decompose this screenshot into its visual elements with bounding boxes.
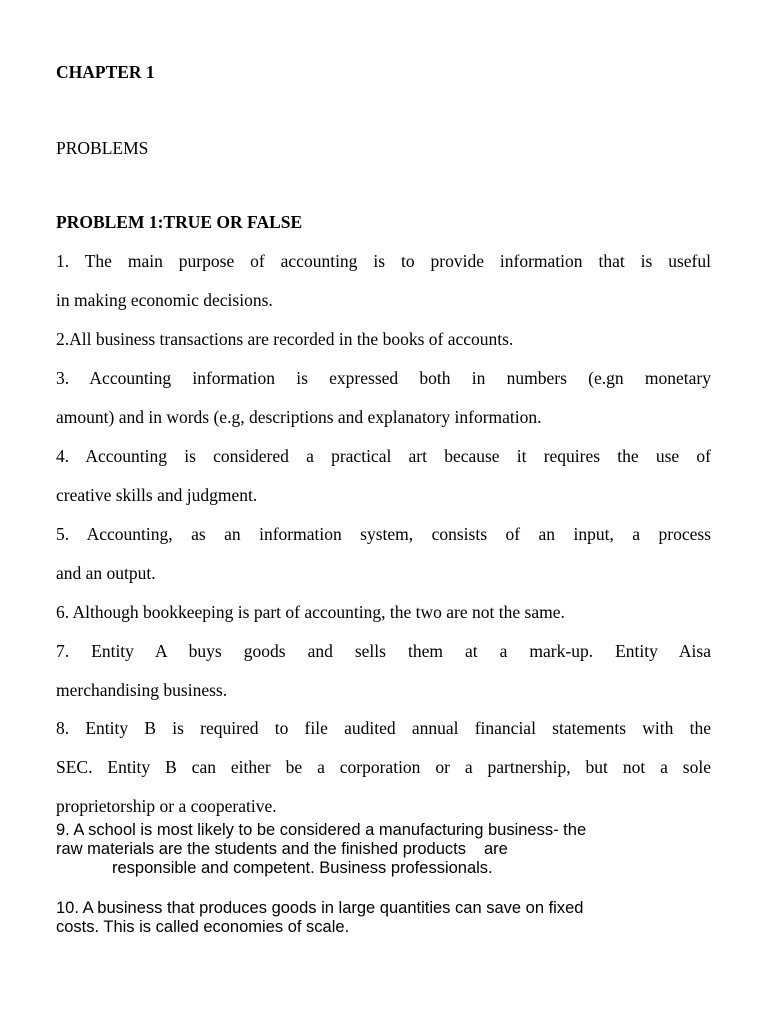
item-9-line-2a: raw materials are the students and the finished products	[56, 840, 466, 858]
item-8-line-2: SEC. Entity B can either be a corporation or a partnership, but not a sole	[56, 757, 711, 777]
item-2-line-1: 2.All business transactions are recorded in the books of accounts.	[56, 329, 514, 349]
item-8-line-1: 8. Entity B is required to file audited annual financial statements with the	[56, 718, 711, 738]
item-9-line-3: responsible and competent. Business professionals.	[112, 859, 493, 877]
problem-heading: PROBLEM 1:TRUE OR FALSE	[56, 212, 303, 232]
section-title: PROBLEMS	[56, 138, 149, 158]
item-5-line-1: 5. Accounting, as an information system, consists of an input, a process	[56, 524, 711, 544]
item-4-line-1: 4. Accounting is considered a practical art because it requires the use of	[56, 446, 711, 466]
item-6-line-1: 6. Although bookkeeping is part of accounting, the two are not the same.	[56, 602, 565, 622]
item-9-line-1: 9. A school is most likely to be considered a manufacturing business- the	[56, 821, 587, 839]
item-3-line-2: amount) and in words (e.g, descriptions and explanatory information.	[56, 407, 542, 427]
item-7-line-2: merchandising business.	[56, 680, 228, 700]
item-1-line-1: 1. The main purpose of accounting is to provide information that is useful	[56, 251, 711, 271]
chapter-title: CHAPTER 1	[56, 62, 155, 82]
item-9-line-2b: are	[483, 840, 508, 858]
item-3-line-1: 3. Accounting information is expressed both in numbers (e.gn monetary	[56, 368, 711, 388]
item-4-line-2: creative skills and judgment.	[56, 485, 258, 505]
item-5-line-2: and an output.	[56, 563, 156, 583]
item-1-line-2: in making economic decisions.	[56, 290, 273, 310]
item-7-line-1: 7. Entity A buys goods and sells them at a mark-up. Entity Aisa	[56, 641, 711, 661]
item-10-line-1: 10. A business that produces goods in large quantities can save on fixed	[56, 899, 584, 917]
item-8-line-3: proprietorship or a cooperative.	[56, 796, 277, 816]
item-9-line-2	[56, 840, 508, 859]
item-10-line-2: costs. This is called economies of scale.	[56, 918, 350, 936]
